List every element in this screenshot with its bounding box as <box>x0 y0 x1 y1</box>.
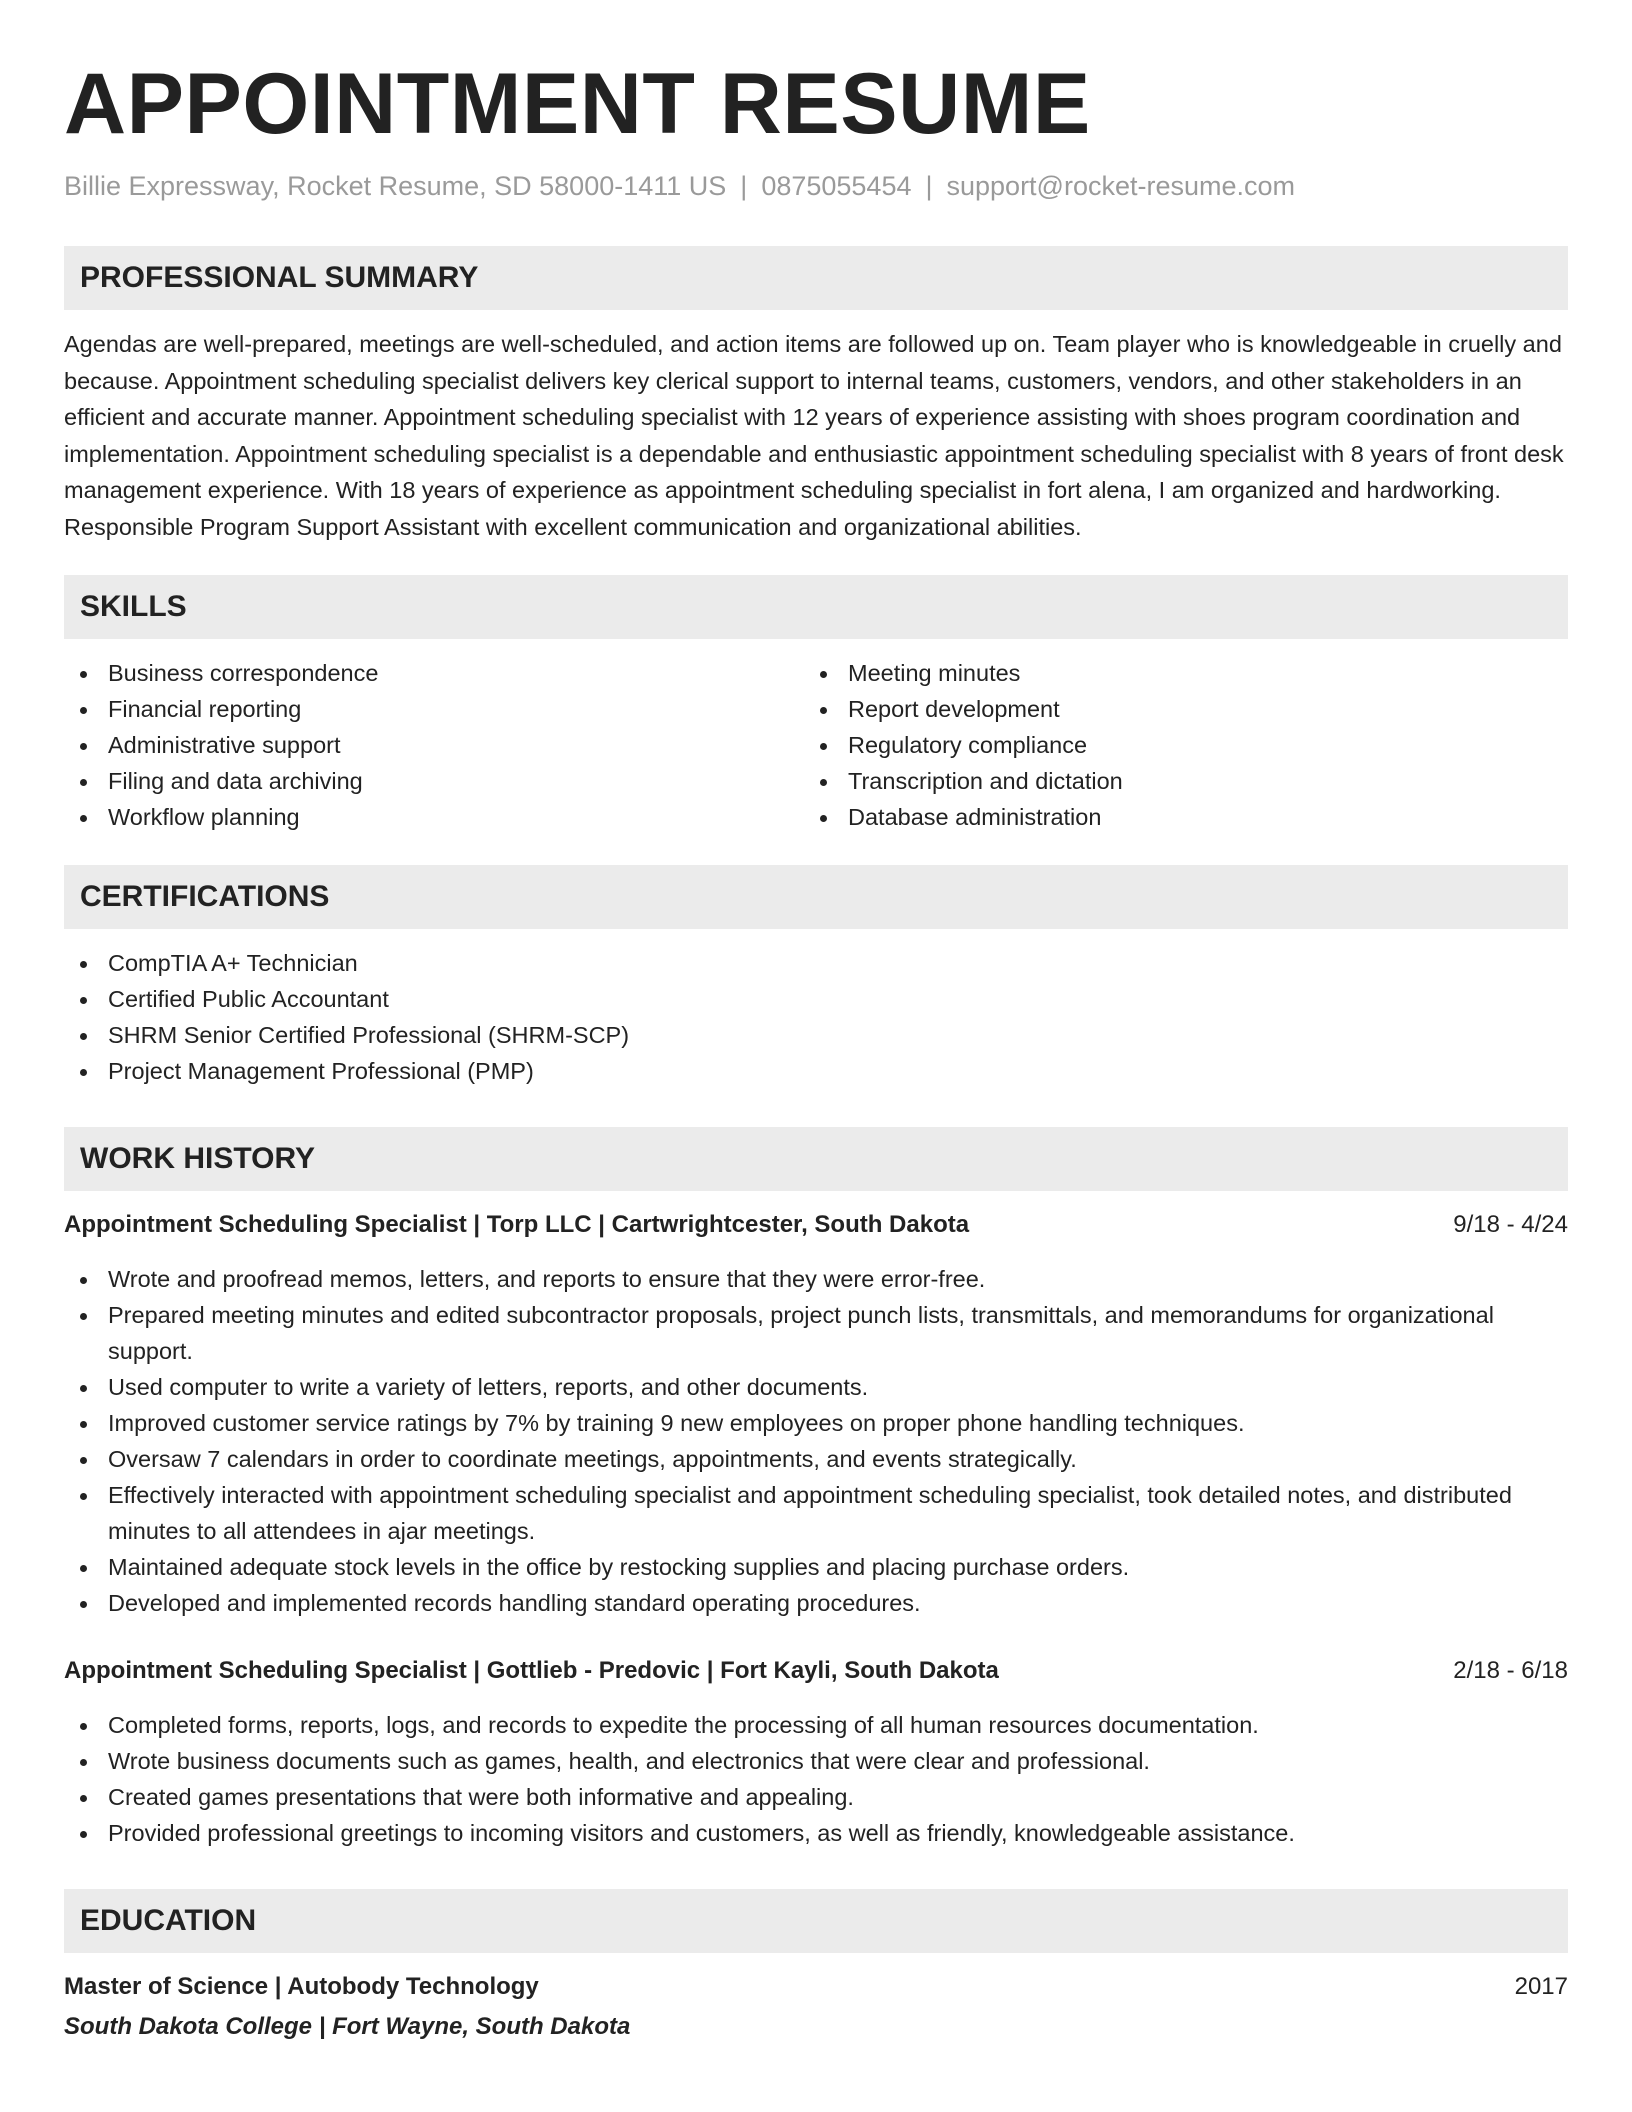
skills-list-right <box>804 655 1544 835</box>
job-bullets <box>64 1261 1568 1621</box>
job-bullet: Created games presentations that were both informative and appealing. <box>64 1779 1568 1815</box>
job-bullets <box>64 1707 1568 1851</box>
section-header-work-history: WORK HISTORY <box>64 1127 1568 1191</box>
job-heading <box>64 1207 1568 1243</box>
job-bullet: Completed forms, reports, logs, and records to expedite the processing of all human resources documentation. <box>64 1707 1568 1743</box>
resume-title: APPOINTMENT RESUME <box>64 56 1091 152</box>
contact-address: Billie Expressway, Rocket Resume, SD 58000-1411 US <box>64 171 727 201</box>
education-degree: Master of Science | Autobody Technology <box>64 1973 539 2000</box>
job-dates: 2/18 - 6/18 <box>1453 1657 1568 1684</box>
skill-item: Administrative support <box>64 727 804 763</box>
skill-item: Filing and data archiving <box>64 763 804 799</box>
section-header-summary: PROFESSIONAL SUMMARY <box>64 246 1568 310</box>
skill-item: Business correspondence <box>64 655 804 691</box>
contact-separator: | <box>740 171 748 201</box>
education-heading <box>64 1969 1568 2005</box>
education-school: South Dakota College | Fort Wayne, South Dakota <box>64 2013 631 2040</box>
skill-item: Workflow planning <box>64 799 804 835</box>
job-bullet: Wrote business documents such as games, health, and electronics that were clear and professional. <box>64 1743 1568 1779</box>
skill-item: Database administration <box>804 799 1544 835</box>
education-year: 2017 <box>1514 1973 1568 2000</box>
certification-item: CompTIA A+ Technician <box>64 945 1568 981</box>
job-bullet: Developed and implemented records handling standard operating procedures. <box>64 1585 1568 1621</box>
contact-separator: | <box>925 171 933 201</box>
job-bullet: Oversaw 7 calendars in order to coordinate meetings, appointments, and events strategically. <box>64 1441 1568 1477</box>
job-bullet: Provided professional greetings to incoming visitors and customers, as well as friendly, knowledgeable assistance. <box>64 1815 1568 1851</box>
certification-item: SHRM Senior Certified Professional (SHRM-SCP) <box>64 1017 1568 1053</box>
job-bullet: Used computer to write a variety of letters, reports, and other documents. <box>64 1369 1568 1405</box>
job-bullet: Prepared meeting minutes and edited subcontractor proposals, project punch lists, transmittals, and memorandums for organizational support. <box>64 1297 1568 1369</box>
section-header-certifications: CERTIFICATIONS <box>64 865 1568 929</box>
summary-text: Agendas are well-prepared, meetings are well-scheduled, and action items are followed up on. Team player who is knowledgeable in cruelly and because. Appointment scheduling specialist delivers key clerical support to internal teams, customers, vendors, and other stakeholders in an efficient and accurate manner. Appointment scheduling specialist with 12 years of experience assisting with shoes program coordination and implementation. Appointment scheduling specialist is a dependable and enthusiastic appointment scheduling specialist with 8 years of front desk management experience. With 18 years of experience as appointment scheduling specialist in fort alena, I am organized and hardworking. Responsible Program Support Assistant with excellent communication and organizational abilities. <box>64 331 1564 540</box>
section-header-education: EDUCATION <box>64 1889 1568 1953</box>
job-title: Appointment Scheduling Specialist | Gottlieb - Predovic | Fort Kayli, South Dakota <box>64 1657 999 1684</box>
job-bullet: Maintained adequate stock levels in the office by restocking supplies and placing purchase orders. <box>64 1549 1568 1585</box>
skills-grid <box>64 655 1568 835</box>
skills-list-left <box>64 655 804 835</box>
certification-item: Project Management Professional (PMP) <box>64 1053 1568 1089</box>
contact-line <box>64 166 1568 206</box>
job-heading <box>64 1653 1568 1689</box>
skill-item: Report development <box>804 691 1544 727</box>
education-entry <box>64 1969 1568 2045</box>
skill-item: Financial reporting <box>64 691 804 727</box>
contact-email[interactable]: support@rocket-resume.com <box>946 171 1296 201</box>
certification-item: Certified Public Accountant <box>64 981 1568 1017</box>
contact-phone: 0875055454 <box>761 171 912 201</box>
job-title: Appointment Scheduling Specialist | Torp LLC | Cartwrightcester, South Dakota <box>64 1211 970 1238</box>
skill-item: Meeting minutes <box>804 655 1544 691</box>
skill-item: Regulatory compliance <box>804 727 1544 763</box>
job-entry <box>64 1207 1568 1621</box>
certifications-list <box>64 945 1568 1089</box>
job-bullet: Effectively interacted with appointment scheduling specialist and appointment scheduling specialist, took detailed notes, and distributed minutes to all attendees in ajar meetings. <box>64 1477 1568 1549</box>
job-bullet: Wrote and proofread memos, letters, and reports to ensure that they were error-free. <box>64 1261 1568 1297</box>
skill-item: Transcription and dictation <box>804 763 1544 799</box>
job-dates: 9/18 - 4/24 <box>1453 1211 1568 1238</box>
job-bullet: Improved customer service ratings by 7% by training 9 new employees on proper phone handling techniques. <box>64 1405 1568 1441</box>
section-header-skills: SKILLS <box>64 575 1568 639</box>
job-entry <box>64 1653 1568 1851</box>
